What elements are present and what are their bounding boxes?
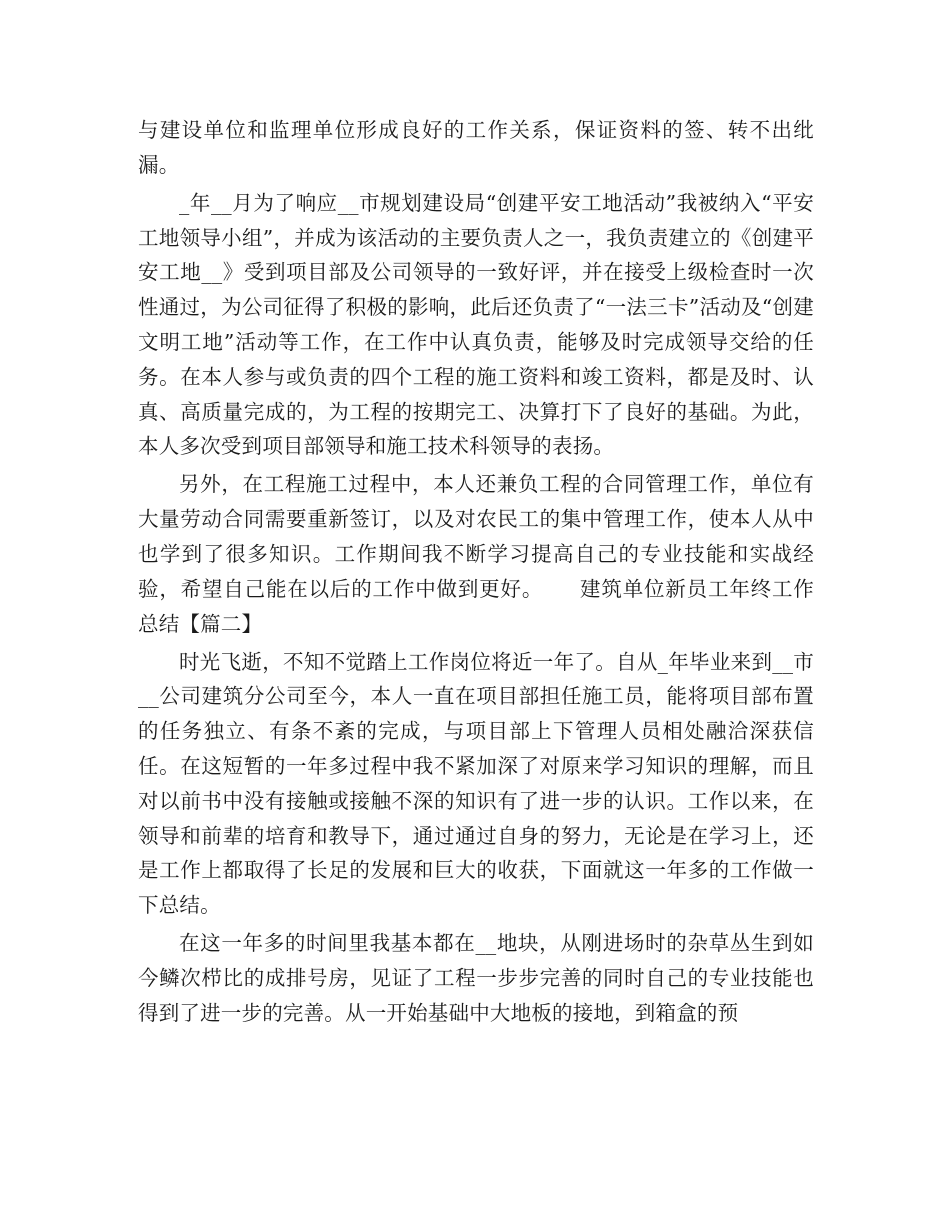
- section-heading: 建筑单位新员工年终工作总结【篇二】: [138, 576, 814, 636]
- paragraph-3-text: 另外，在工程施工过程中，本人还兼负工程的合同管理工作，单位有大量劳动合同需要重新签订，以及对农民工的集中管理工作，使本人从中也学到了很多知识。工作期间我不断学习提高自己的专业技能和实战经验，希望自己能在以后的工作中做到更好。: [138, 472, 814, 601]
- document-body: [138, 113, 814, 1034]
- paragraph-4: 时光飞逝，不知不觉踏上工作岗位将近一年了。自从_年毕业来到__市__公司建筑分公司至今，本人一直在项目部担任施工员，能将项目部布置的任务独立、有条不紊的完成，与项目部上下管理人员相处融洽深获信任。在这短暂的一年多过程中我不紧加深了对原来学习知识的理解，而且对以前书中没有接触或接触不深的知识有了进一步的认识。工作以来，在领导和前辈的培育和教导下，通过通过自身的努力，无论是在学习上，还是工作上都取得了长足的发展和巨大的收获，下面就这一年多的工作做一下总结。: [138, 649, 814, 918]
- paragraph-5: 在这一年多的时间里我基本都在__地块，从刚进场时的杂草丛生到如今鳞次栉比的成排号房，见证了工程一步步完善的同时自己的专业技能也得到了进一步的完善。从一开始基础中大地板的接地，到箱盒的预: [138, 931, 814, 1025]
- paragraph-1: 与建设单位和监理单位形成良好的工作关系，保证资料的签、转不出纰漏。: [138, 118, 814, 177]
- paragraph-3: [138, 467, 814, 641]
- paragraph-2: _年__月为了响应__市规划建设局“创建平安工地活动”我被纳入“平安工地领导小组”，并成为该活动的主要负责人之一，我负责建立的《创建平安工地__》受到项目部及公司领导的一致好评，并在接受上级检查时一次性通过，为公司征得了积极的影响，此后还负责了“一法三卡”活动及“创建文明工地”活动等工作，在工作中认真负责，能够及时完成领导交给的任务。在本人参与或负责的四个工程的施工资料和竣工资料，都是及时、认真、高质量完成的，为工程的按期完工、决算打下了良好的基础。为此，本人多次受到项目部领导和施工技术科领导的表扬。: [138, 190, 814, 459]
